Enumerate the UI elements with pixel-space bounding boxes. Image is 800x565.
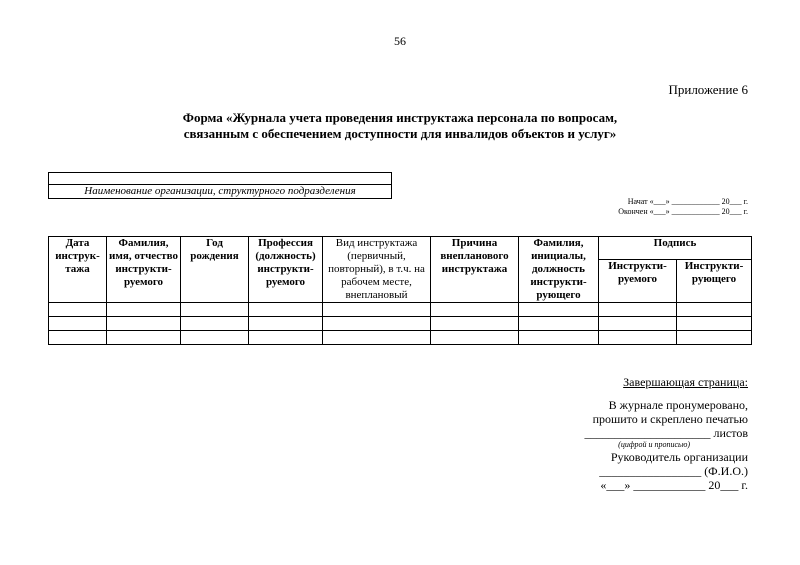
table-cell	[431, 303, 519, 317]
table-cell	[519, 331, 599, 345]
title-line-2: связанным с обеспечением доступности для инвалидов объектов и услуг»	[183, 126, 617, 141]
table-cell	[519, 317, 599, 331]
end-date-line: Окончен «___» ____________ 20___ г.	[618, 207, 748, 216]
table-row	[49, 317, 752, 331]
appendix-label: Приложение 6	[668, 82, 748, 97]
closing-name-line: _________________ (Ф.И.О.)	[599, 464, 748, 478]
header-signature-trainee: Инструкти-руемого	[599, 259, 677, 302]
table-cell	[49, 303, 107, 317]
header-unplanned-reason: Причина внепланового инструктажа	[431, 237, 519, 303]
title-line-1: Форма «Журнала учета проведения инструктажа персонала по вопросам,	[182, 110, 618, 125]
document-title	[0, 110, 800, 142]
journal-table	[48, 236, 752, 345]
table-cell	[181, 331, 249, 345]
page-number: 56	[394, 34, 406, 48]
table-row	[49, 331, 752, 345]
header-signature: Подпись	[599, 237, 752, 260]
table-cell	[677, 303, 752, 317]
table-cell	[431, 331, 519, 345]
closing-numbered-line: В журнале пронумеровано,	[608, 398, 748, 412]
header-instructor: Фамилия, инициалы, должность инструкти-рующего	[519, 237, 599, 303]
header-profession: Профессия (должность) инструкти-руемого	[249, 237, 323, 303]
organization-name-box	[48, 172, 392, 199]
table-cell	[49, 317, 107, 331]
closing-sheets-note: (цифрой и прописью)	[618, 440, 690, 449]
closing-date-line: «___» ____________ 20___ г.	[600, 478, 748, 492]
header-full-name: Фамилия, имя, отчество инструкти-руемого	[107, 237, 181, 303]
table-cell	[107, 317, 181, 331]
closing-head-label: Руководитель организации	[610, 450, 748, 464]
table-cell	[181, 317, 249, 331]
organization-name-label: Наименование организации, структурного подразделения	[84, 185, 356, 197]
closing-page-section	[585, 375, 749, 492]
table-cell	[431, 317, 519, 331]
table-cell	[181, 303, 249, 317]
table-cell	[107, 331, 181, 345]
table-cell	[599, 317, 677, 331]
closing-heading: Завершающая страница:	[623, 375, 748, 389]
table-cell	[49, 331, 107, 345]
closing-sealed-line: прошито и скреплено печатью	[592, 412, 748, 426]
table-cell	[249, 317, 323, 331]
table-cell	[323, 317, 431, 331]
table-row	[49, 303, 752, 317]
table-cell	[249, 303, 323, 317]
table-cell	[323, 331, 431, 345]
table-cell	[249, 331, 323, 345]
journal-dates	[618, 197, 748, 217]
start-date-line: Начат «___» ____________ 20___ г.	[627, 197, 748, 206]
table-cell	[519, 303, 599, 317]
header-signature-instructor: Инструкти-рующего	[677, 259, 752, 302]
header-briefing-type: Вид инструктажа (первичный, повторный), в т.ч. на рабочем месте, внеплановый	[323, 237, 431, 303]
table-cell	[599, 303, 677, 317]
header-date: Дата инструк-тажа	[49, 237, 107, 303]
table-cell	[323, 303, 431, 317]
table-cell	[599, 331, 677, 345]
closing-sheets-line: _____________________ листов	[584, 426, 748, 440]
header-birth-year: Год рождения	[181, 237, 249, 303]
organization-name-line	[49, 173, 391, 185]
table-cell	[677, 317, 752, 331]
table-cell	[677, 331, 752, 345]
table-cell	[107, 303, 181, 317]
